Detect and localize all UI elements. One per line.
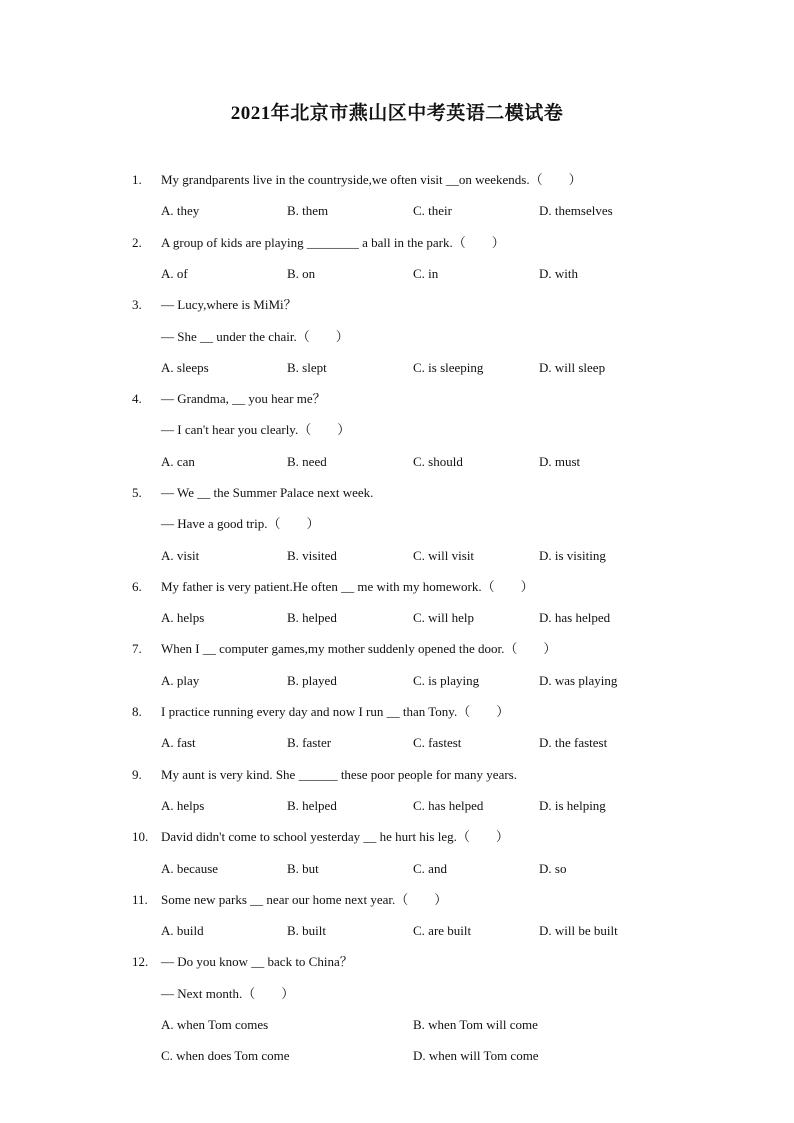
question-text: — We __ the Summer Palace next week. bbox=[161, 485, 374, 500]
question-text: When I __ computer games,my mother suddenly opened the door.（ ） bbox=[161, 641, 557, 656]
answer-option: C. their bbox=[413, 203, 452, 218]
answer-option: D. themselves bbox=[539, 203, 613, 218]
answer-option: B. built bbox=[287, 923, 327, 938]
question-text: My aunt is very kind. She ______ these poor people for many years. bbox=[161, 767, 517, 782]
answer-option: D. must bbox=[539, 454, 581, 469]
options-row bbox=[0, 733, 794, 753]
answer-option: D. so bbox=[539, 861, 567, 876]
question-text: — I can't hear you clearly.（ ） bbox=[161, 422, 351, 437]
answer-option: C. and bbox=[413, 861, 447, 876]
question-number: 5. bbox=[132, 485, 142, 500]
answer-option: D. with bbox=[539, 266, 578, 281]
question-number: 3. bbox=[132, 297, 142, 312]
question-line bbox=[0, 420, 794, 440]
answer-option: C. is sleeping bbox=[413, 360, 484, 375]
answer-option: D. will be built bbox=[539, 923, 618, 938]
question-text: — Grandma, __ you hear me？ bbox=[161, 391, 326, 406]
question-line bbox=[0, 327, 794, 347]
answer-option: A. when Tom comes bbox=[161, 1017, 269, 1032]
page-title: 2021年北京市燕山区中考英语二模试卷 bbox=[230, 103, 564, 124]
answer-option: A. fast bbox=[161, 735, 196, 750]
question-line bbox=[0, 483, 794, 503]
answer-option: D. was playing bbox=[539, 673, 618, 688]
answer-option: B. helped bbox=[287, 610, 337, 625]
answer-option: C. should bbox=[413, 454, 463, 469]
question-number: 9. bbox=[132, 767, 142, 782]
question-line bbox=[0, 577, 794, 597]
question-number: 6. bbox=[132, 579, 142, 594]
question-line bbox=[0, 170, 794, 190]
question-text: — Next month.（ ） bbox=[161, 986, 295, 1001]
answer-option: A. they bbox=[161, 203, 200, 218]
options-row bbox=[0, 1015, 794, 1035]
answer-option: A. can bbox=[161, 454, 195, 469]
options-row bbox=[0, 796, 794, 816]
answer-option: A. build bbox=[161, 923, 204, 938]
options-row bbox=[0, 452, 794, 472]
question-number: 4. bbox=[132, 391, 142, 406]
answer-option: C. has helped bbox=[413, 798, 484, 813]
options-row bbox=[0, 358, 794, 378]
answer-option: B. helped bbox=[287, 798, 337, 813]
answer-option: B. them bbox=[287, 203, 329, 218]
question-line bbox=[0, 984, 794, 1004]
question-text: — Have a good trip.（ ） bbox=[161, 516, 320, 531]
answer-option: B. visited bbox=[287, 548, 337, 563]
answer-option: B. slept bbox=[287, 360, 327, 375]
answer-option: A. of bbox=[161, 266, 188, 281]
answer-option: D. will sleep bbox=[539, 360, 606, 375]
question-line bbox=[0, 295, 794, 315]
answer-option: A. because bbox=[161, 861, 219, 876]
answer-option: D. has helped bbox=[539, 610, 611, 625]
answer-option: C. fastest bbox=[413, 735, 462, 750]
question-line bbox=[0, 890, 794, 910]
options-row bbox=[0, 546, 794, 566]
question-line bbox=[0, 702, 794, 722]
question-line bbox=[0, 952, 794, 972]
question-line bbox=[0, 765, 794, 785]
question-line bbox=[0, 514, 794, 534]
answer-option: A. helps bbox=[161, 798, 205, 813]
question-text: David didn't come to school yesterday __ he hurt his leg.（ ） bbox=[161, 829, 509, 844]
answer-option: B. on bbox=[287, 266, 316, 281]
options-row bbox=[0, 859, 794, 879]
question-number: 2. bbox=[132, 235, 142, 250]
question-text: Some new parks __ near our home next year.（ ） bbox=[161, 892, 448, 907]
options-row bbox=[0, 201, 794, 221]
answer-option: C. will visit bbox=[413, 548, 475, 563]
question-number: 11. bbox=[132, 892, 148, 907]
answer-option: A. sleeps bbox=[161, 360, 209, 375]
options-row bbox=[0, 921, 794, 941]
answer-option: B. faster bbox=[287, 735, 332, 750]
question-text: I practice running every day and now I run __ than Tony.（ ） bbox=[161, 704, 510, 719]
options-row bbox=[0, 608, 794, 628]
answer-option: B. when Tom will come bbox=[413, 1017, 538, 1032]
options-row bbox=[0, 264, 794, 284]
question-line bbox=[0, 389, 794, 409]
answer-option: B. need bbox=[287, 454, 327, 469]
options-row bbox=[0, 671, 794, 691]
answer-option: A. play bbox=[161, 673, 200, 688]
question-text: — Lucy,where is MiMi？ bbox=[161, 297, 297, 312]
question-text: My father is very patient.He often __ me with my homework.（ ） bbox=[161, 579, 534, 594]
answer-option: C. when does Tom come bbox=[161, 1048, 290, 1063]
answer-option: C. is playing bbox=[413, 673, 480, 688]
question-number: 7. bbox=[132, 641, 142, 656]
answer-option: C. in bbox=[413, 266, 439, 281]
question-text: My grandparents live in the countryside,we often visit __on weekends.（ ） bbox=[161, 172, 582, 187]
answer-option: B. played bbox=[287, 673, 337, 688]
answer-option: A. visit bbox=[161, 548, 200, 563]
question-line bbox=[0, 233, 794, 253]
answer-option: A. helps bbox=[161, 610, 205, 625]
answer-option: B. but bbox=[287, 861, 319, 876]
answer-option: D. the fastest bbox=[539, 735, 608, 750]
question-number: 1. bbox=[132, 172, 142, 187]
question-number: 12. bbox=[132, 954, 149, 969]
question-text: — She __ under the chair.（ ） bbox=[161, 329, 349, 344]
question-number: 10. bbox=[132, 829, 149, 844]
question-number: 8. bbox=[132, 704, 142, 719]
question-line bbox=[0, 827, 794, 847]
question-text: A group of kids are playing ________ a ball in the park.（ ） bbox=[161, 235, 505, 250]
answer-option: D. when will Tom come bbox=[413, 1048, 539, 1063]
answer-option: D. is helping bbox=[539, 798, 606, 813]
question-line bbox=[0, 639, 794, 659]
options-row bbox=[0, 1046, 794, 1066]
question-text: — Do you know __ back to China？ bbox=[161, 954, 353, 969]
answer-option: D. is visiting bbox=[539, 548, 606, 563]
answer-option: C. are built bbox=[413, 923, 472, 938]
answer-option: C. will help bbox=[413, 610, 475, 625]
